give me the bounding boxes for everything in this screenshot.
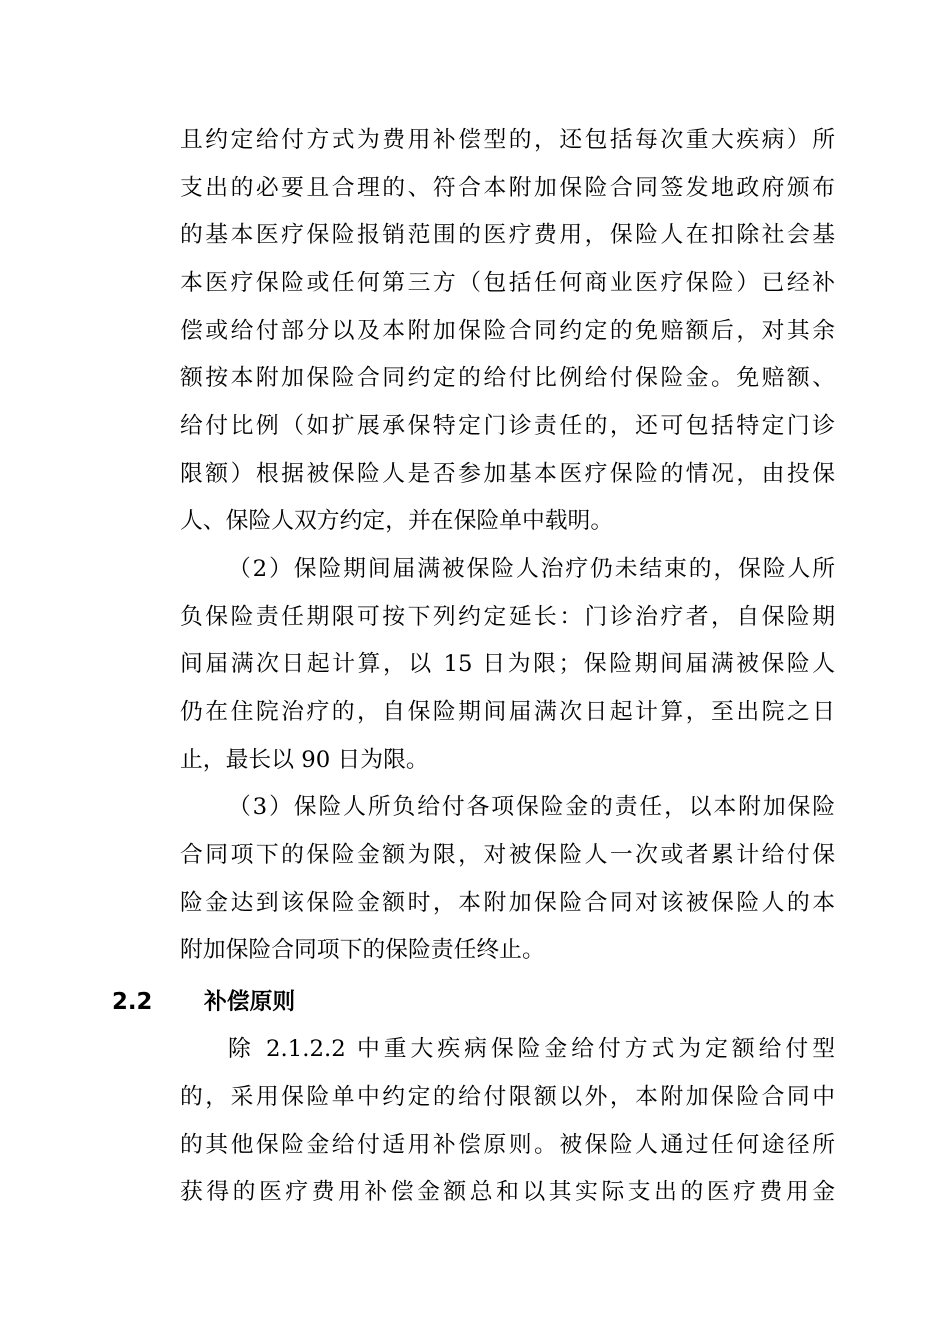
text-line: 限额）根据被保险人是否参加基本医疗保险的情况，由投保 [180, 461, 835, 487]
text-line: 负保险责任期限可按下列约定延长：门诊治疗者，自保险期 [180, 604, 835, 630]
text-line: 本医疗保险或任何第三方（包括任何商业医疗保险）已经补 [180, 270, 835, 296]
text-line: 合同项下的保险金额为限，对被保险人一次或者累计给付保 [180, 842, 835, 868]
text-line: （3）保险人所负给付各项保险金的责任，以本附加保险 [228, 794, 835, 820]
text-line: 人、保险人双方约定，并在保险单中载明。 [180, 508, 614, 534]
text-line: 仍在住院治疗的，自保险期间届满次日起计算，至出院之日 [180, 699, 835, 725]
text-line: 止，最长以 90 日为限。 [180, 747, 429, 773]
text-line: 获得的医疗费用补偿金额总和以其实际支出的医疗费用金 [180, 1179, 835, 1205]
section-title: 补偿原则 [204, 989, 296, 1015]
text-line: 额按本附加保险合同约定的给付比例给付保险金。免赔额、 [180, 365, 835, 391]
text-line: 间届满次日起计算，以 15 日为限；保险期间届满被保险人 [180, 651, 835, 677]
text-line: （2）保险期间届满被保险人治疗仍未结束的，保险人所 [228, 556, 835, 582]
text-line: 给付比例（如扩展承保特定门诊责任的，还可包括特定门诊 [180, 413, 835, 439]
section-number: 2.2 [112, 989, 153, 1015]
text-line: 偿或给付部分以及本附加保险合同约定的免赔额后，对其余 [180, 318, 835, 344]
text-line: 险金达到该保险金额时，本附加保险合同对该被保险人的本 [180, 890, 835, 916]
text-line: 的基本医疗保险报销范围的医疗费用，保险人在扣除社会基 [180, 222, 835, 248]
text-line: 且约定给付方式为费用补偿型的，还包括每次重大疾病）所 [180, 127, 835, 153]
text-line: 支出的必要且合理的、符合本附加保险合同签发地政府颁布 [180, 175, 835, 201]
text-line: 的其他保险金给付适用补偿原则。被保险人通过任何途径所 [180, 1132, 835, 1158]
text-line: 附加保险合同项下的保险责任终止。 [180, 937, 545, 963]
text-line: 除 2.1.2.2 中重大疾病保险金给付方式为定额给付型 [228, 1036, 835, 1062]
text-line: 的，采用保险单中约定的给付限额以外，本附加保险合同中 [180, 1084, 835, 1110]
